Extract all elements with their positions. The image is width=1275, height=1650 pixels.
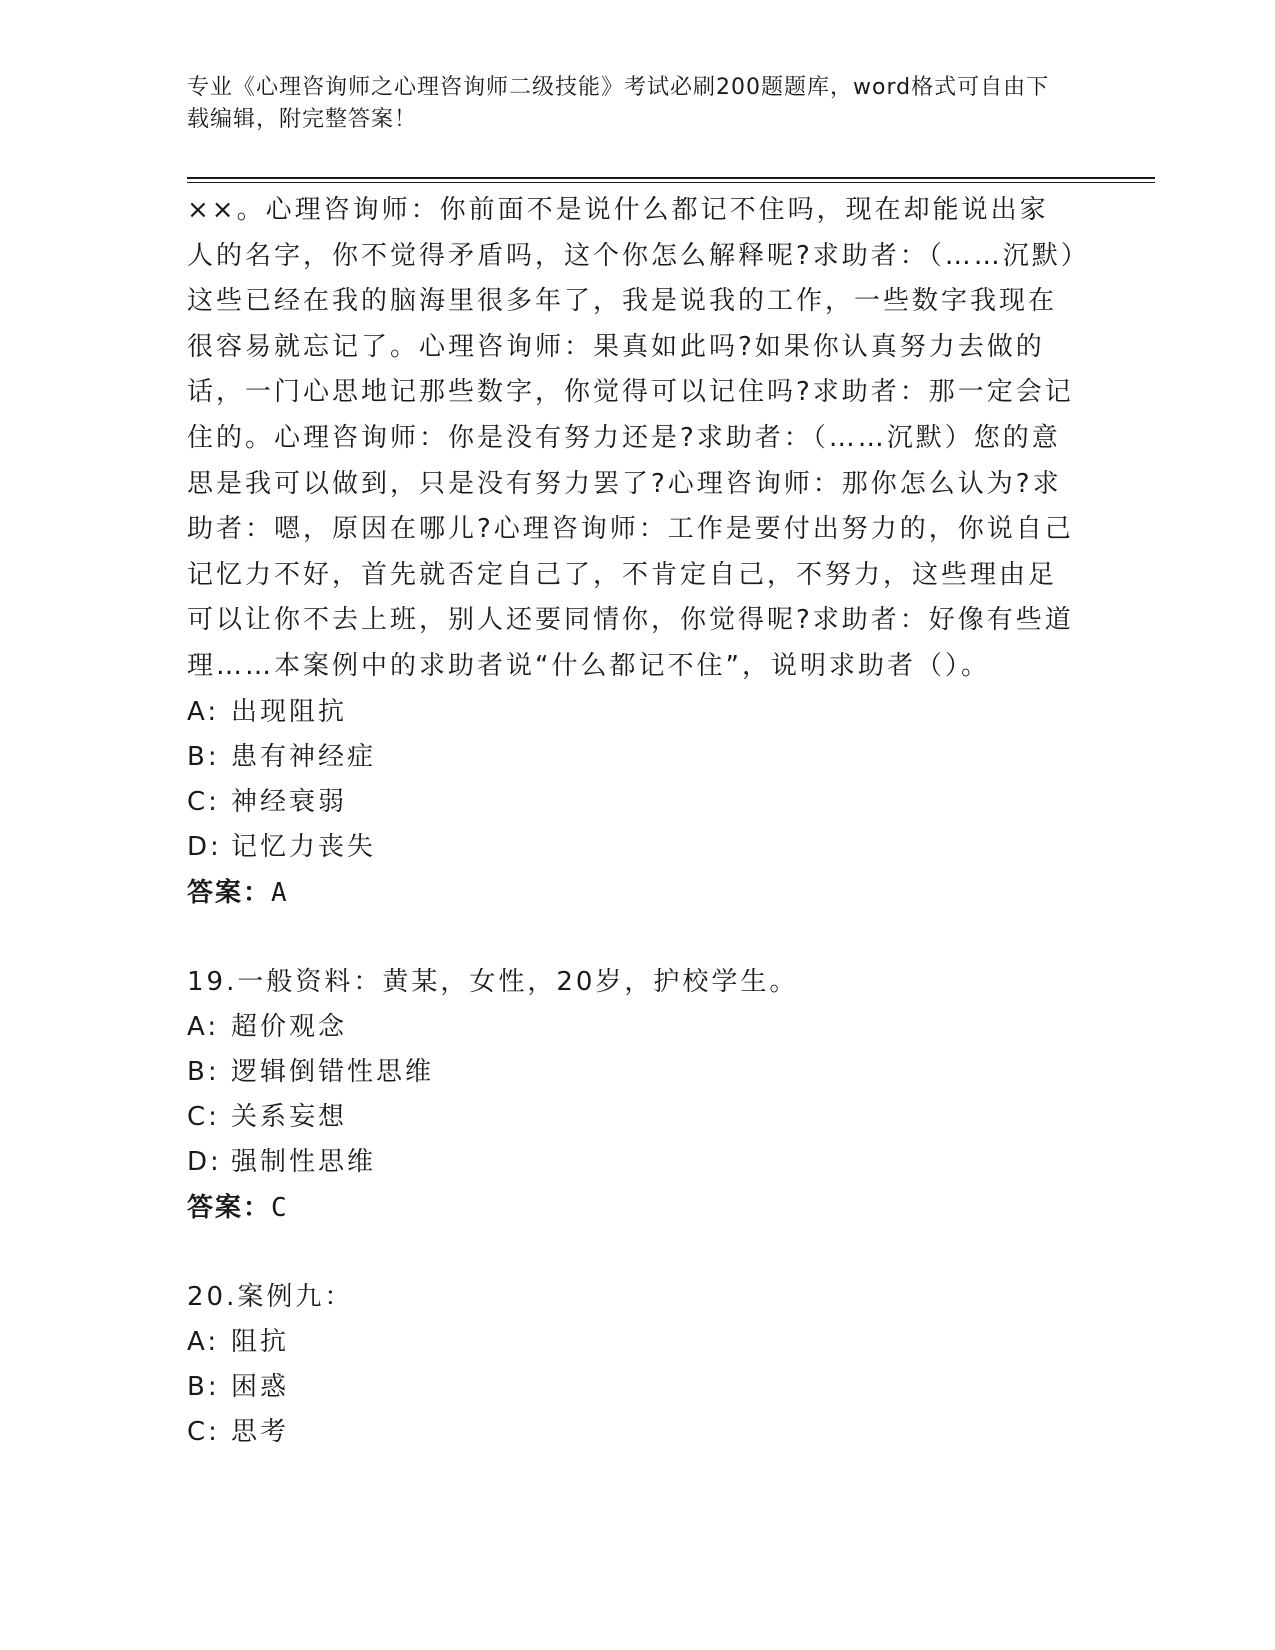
option-d: [187, 1140, 1077, 1185]
option-text: 神经衰弱: [231, 786, 348, 817]
option-text: 强制性思维: [231, 1146, 377, 1177]
option-a: [187, 690, 1077, 735]
header-divider-thick: [187, 177, 1155, 179]
question-passage: ××。心理咨询师：你前面不是说什么都记不住吗，现在却能说出家人的名字，你不觉得矛盾吗，这个你怎么解释呢?求助者：（……沉默）这些已经在我的脑海里很多年了，我是说我的工作，一些数字我现在很容易就忘记了。心理咨询师：果真如此吗?如果你认真努力去做的话，一门心思地记那些数字，你觉得可以记住吗?求助者：那一定会记住的。心理咨询师：你是没有努力还是?求助者：（……沉默）您的意思是我可以做到，只是没有努力罢了?心理咨询师：那你怎么认为?求助者：嗯，原因在哪儿?心理咨询师：工作是要付出努力的，你说自己记忆力不好，首先就否定自己了，不肯定自己，不努力，这些理由足可以让你不去上班，别人还要同情你，你觉得呢?求助者：好像有些道理……本案例中的求助者说“什么都记不住”，说明求助者（）。: [187, 195, 1077, 681]
option-text: 逻辑倒错性思维: [231, 1056, 435, 1087]
option-text: 出现阻抗: [231, 696, 348, 727]
question-title: 20.案例九：: [187, 1281, 354, 1312]
option-text: 困惑: [231, 1371, 290, 1402]
option-letter: D:: [187, 831, 222, 862]
answer-value: C: [271, 1192, 289, 1223]
option-letter: D:: [187, 1146, 222, 1177]
answer-label: 答案：: [187, 1192, 272, 1223]
document-body: [187, 188, 1077, 1455]
option-letter: A:: [187, 1011, 220, 1042]
question-spacer: [187, 916, 1077, 960]
document-header: 专业《心理咨询师之心理咨询师二级技能》考试必刷200题题库，word格式可自由下载编辑，附完整答案！: [187, 75, 1050, 132]
option-text: 阻抗: [231, 1326, 290, 1357]
option-d: [187, 825, 1077, 870]
option-text: 患有神经症: [231, 741, 377, 772]
option-c: [187, 1095, 1077, 1140]
option-letter: C:: [187, 1416, 220, 1447]
option-c: [187, 1410, 1077, 1455]
option-letter: C:: [187, 786, 220, 817]
option-a: [187, 1005, 1077, 1050]
option-letter: B:: [187, 1056, 220, 1087]
option-b: [187, 735, 1077, 780]
option-text: 记忆力丧失: [231, 831, 377, 862]
option-a: [187, 1320, 1077, 1365]
option-text: 关系妄想: [231, 1101, 348, 1132]
option-letter: A:: [187, 696, 220, 727]
option-letter: B:: [187, 741, 220, 772]
answer-line: [187, 870, 1077, 916]
option-letter: B:: [187, 1371, 220, 1402]
question-18: [187, 188, 1077, 916]
answer-value: A: [271, 877, 289, 908]
header-divider-thin: [187, 182, 1155, 183]
question-title: 19.一般资料：黄某，女性，20岁，护校学生。: [187, 966, 799, 997]
question-20: [187, 1275, 1077, 1455]
answer-line: [187, 1185, 1077, 1231]
option-b: [187, 1050, 1077, 1095]
question-19: [187, 960, 1077, 1231]
answer-label: 答案：: [187, 877, 272, 908]
option-letter: C:: [187, 1101, 220, 1132]
option-letter: A:: [187, 1326, 220, 1357]
question-spacer: [187, 1231, 1077, 1275]
option-c: [187, 780, 1077, 825]
option-b: [187, 1365, 1077, 1410]
option-text: 思考: [231, 1416, 290, 1447]
option-text: 超价观念: [231, 1011, 348, 1042]
